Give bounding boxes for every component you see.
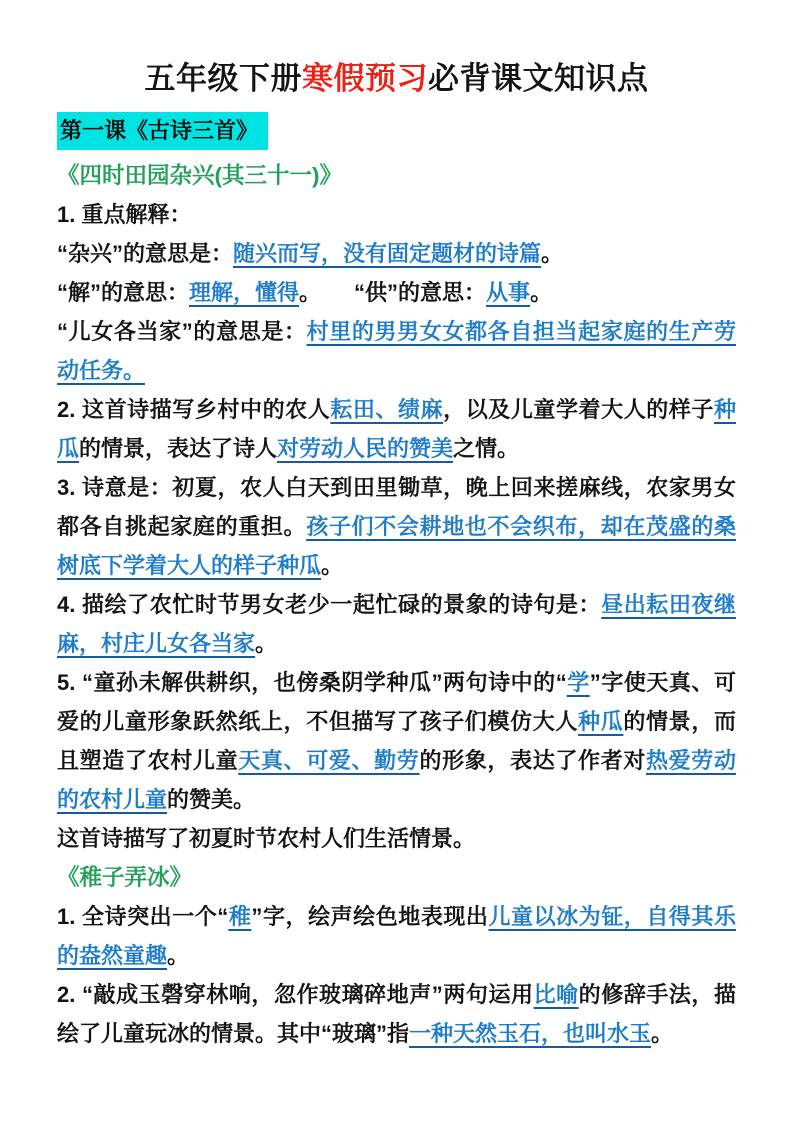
paragraph — [57, 663, 736, 819]
paragraph — [57, 819, 736, 858]
title-text-left: 五年级下册 — [144, 61, 302, 96]
poem1-title: 《四时田园杂兴(其三十一)》 — [57, 163, 342, 188]
answer-text: 耘田、绩麻 — [330, 397, 444, 422]
body-text: 。 — [651, 1021, 674, 1046]
paragraph — [57, 468, 736, 585]
body-text: 的赞美。 — [167, 787, 256, 812]
body-text: 4. 描绘了农忙时节男女老少一起忙碌的景象的诗句是： — [57, 592, 602, 617]
answer-text: 随兴而写，没有固定题材的诗篇 — [233, 241, 542, 266]
body-text: 1. 全诗突出一个“ — [57, 904, 229, 929]
body-text: “解”的意思： — [57, 280, 190, 305]
paragraph — [57, 585, 736, 663]
title-text-right: 必背课文知识点 — [428, 61, 649, 96]
paragraph — [57, 390, 736, 468]
body-text: 。 — [541, 241, 564, 266]
answer-text: 天真、可爱、勤劳 — [238, 748, 420, 773]
body-text: “杂兴”的意思是： — [57, 241, 234, 266]
paragraph — [57, 195, 736, 234]
title-red-text: 寒假预习 — [302, 61, 428, 96]
answer-text: 昼出耘田夜继麻，村庄儿女各当家 — [57, 592, 736, 656]
lesson-heading — [57, 112, 736, 150]
body-text: 的情景，表达了诗人 — [79, 436, 278, 461]
body-text: 5. “童孙未解供耕织，也傍桑阴学种瓜”两句诗中的“ — [57, 670, 567, 695]
answer-text: 对劳动人民的赞美 — [277, 436, 454, 461]
answer-text: 从事 — [486, 280, 531, 305]
body-text: 。 — [321, 553, 344, 578]
body-text: ，以及儿童学着大人的样子 — [443, 397, 714, 422]
body-text: ”字使天真、可爱的儿童形象跃然纸上，不但描写了孩子们模仿大人 — [57, 670, 736, 734]
body-text: 。 — [530, 280, 553, 305]
body-text: 2. “敲成玉磬穿林响，忽作玻璃碎地声”两句运用 — [57, 982, 534, 1007]
paragraph — [57, 312, 736, 390]
body-text: 。 — [167, 943, 190, 968]
body-text: 的修辞手法，描绘了儿童玩冰的情景。其中“玻璃”指 — [57, 982, 736, 1046]
body-text: 的形象，表达了作者对 — [419, 748, 646, 773]
answer-text: 稚 — [228, 904, 252, 929]
answer-text: 理解，懂得 — [189, 280, 300, 305]
answer-text: 种瓜 — [57, 397, 736, 461]
document-title — [57, 58, 736, 100]
body-text: 1. 重点解释： — [57, 202, 192, 227]
answer-text: 孩子们不会耕地也不会织布，却在茂盛的桑树底下学着大人的样子种瓜 — [57, 514, 736, 578]
answer-text: 儿童以冰为钲，自得其乐的盎然童趣 — [57, 904, 736, 968]
answer-text: 一种天然玉石，也叫水玉 — [409, 1021, 652, 1046]
body-text: 的情景，而且塑造了农村儿童 — [57, 709, 736, 773]
body-text: 。 “供”的意思： — [299, 280, 487, 305]
answer-text: 比喻 — [533, 982, 579, 1007]
body-text: 这首诗描写了初夏时节农村人们生活情景。 — [57, 826, 476, 851]
lesson-heading-text: 第一课《古诗三首》 — [57, 112, 268, 150]
body-text: “儿女各当家”的意思是： — [57, 319, 307, 344]
body-text: 。 — [255, 631, 278, 656]
body-text: 之情。 — [453, 436, 520, 461]
answer-text: 热爱劳动的农村儿童 — [57, 748, 736, 812]
answer-text: 种瓜 — [578, 709, 624, 734]
paragraph — [57, 897, 736, 975]
paragraph — [57, 975, 736, 1053]
paragraph — [57, 234, 736, 273]
answer-text: 学 — [566, 670, 590, 695]
paragraph — [57, 273, 736, 312]
body-text: 2. 这首诗描写乡村中的农人 — [57, 397, 331, 422]
answer-text: 村里的男男女女都各自担当起家庭的生产劳动任务。 — [57, 319, 736, 383]
body-text: 3. 诗意是：初夏，农人白天到田里锄草，晚上回来搓麻线，农家男女都各自挑起家庭的重担。 — [57, 475, 736, 539]
body-text: ”字，绘声绘色地表现出 — [251, 904, 489, 929]
poem2-title: 《稚子弄冰》 — [57, 865, 193, 890]
